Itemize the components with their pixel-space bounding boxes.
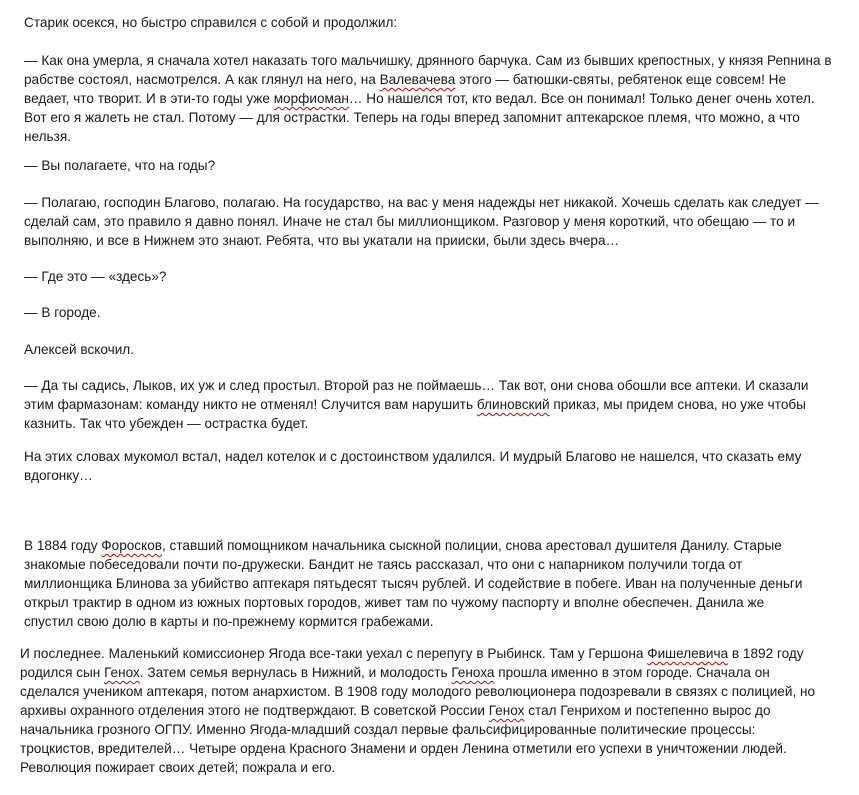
paragraph-10 xyxy=(24,536,814,631)
paragraph-9 xyxy=(24,447,834,485)
paragraph-1 xyxy=(24,13,834,32)
spellcheck-flagged-word: Генох xyxy=(104,665,140,680)
spellcheck-flagged-word: Форосков xyxy=(101,538,162,553)
paragraph-7 xyxy=(24,340,834,359)
spellcheck-flagged-word: Геноха xyxy=(451,665,495,680)
paragraph-text: В 1884 году xyxy=(24,538,102,553)
paragraph-text: — Полагаю, господин Благово, полагаю. На государство, на вас у меня надежды нет никакой. Хочешь сделать как следует — сделай сам, это правило я давно понял. Иначе не стал бы миллионщиком. Разговор у меня короткий, что обещаю — то и выполняю, и все в Нижнем это знают. Ребята, что вы укатали на прииски, были здесь вчера… xyxy=(24,195,819,248)
paragraph-text: этого — батюшки-святы, ребятенок еще совсем! Не ведает, что творит. И в эти-то годы уже xyxy=(24,72,786,106)
paragraph-text: — Да ты садись, Лыков, их уж и след простыл. Второй раз не поймаешь… Так вот, они снова обошли все аптеки. И сказали этим фармазонам: команду никто не отменял! Случится вам нарушить xyxy=(24,378,809,412)
paragraph-text: На этих словах мукомол встал, надел котелок и с достоинством удалился. И мудрый Благово не нашелся, что сказать ему вдогонку… xyxy=(24,449,802,483)
paragraph-text: — Где это — «здесь»? xyxy=(24,269,167,284)
spellcheck-flagged-word: морфиоман xyxy=(273,91,349,106)
paragraph-8 xyxy=(24,376,834,433)
paragraph-text: … Но нашелся тот, кто ведал. Все он понимал! Только денег очень хотел. Вот его я жалеть не стал. Потому — для острастки. Теперь на годы вперед запомнит аптекарское племя, что можно, а что нельзя. xyxy=(24,91,815,144)
paragraph-text: прошла именно в этом городе. Сначала он сделался учеником аптекаря, потом анархистом. В 1908 году молодого революционера подозревали в связях с полицией, но архивы охранного отделения этого не подтверждают. В советской России xyxy=(20,665,816,718)
paragraph-5 xyxy=(24,267,834,286)
paragraph-text: стал Генрихом и постепенно вырос до начальника грозного ОГПУ. Именно Ягода-младший создал первые фальсифицированные политические процессы: троцкистов, вредителей… Четыре ордена Красного Знамени и орден Ленина отметили его успехи в уничтожении людей. Революция пожирает своих детей; пожрала и его. xyxy=(20,703,787,775)
paragraph-text: Алексей вскочил. xyxy=(24,342,134,357)
spellcheck-flagged-word: Генох xyxy=(488,703,525,718)
spellcheck-flagged-word: блиновский xyxy=(476,397,550,412)
paragraph-text: приказ, мы придем снова, но уже чтобы казнить. Так что убежден — острастка будет. xyxy=(24,397,806,431)
paragraph-2 xyxy=(24,51,834,146)
paragraph-text: — Вы полагаете, что на годы? xyxy=(24,158,216,173)
spellcheck-flagged-word: Фишелевича xyxy=(647,646,729,661)
paragraph-text: , ставший помощником начальника сыскной полиции, снова арестовал душителя Данилу. Старые знакомые побеседовали почти по-дружески. Бандит не таясь рассказал, что они с напарником получили тогда от миллионщика Блинова за убийство аптекаря пятьдесят тысяч рублей. И содействие в побеге. Иван на полученные деньги открыл трактир в одном из южных портовых городов, живет там по чужому паспорту и вполне обеспечен. Данила же спустил свою долю в карты и по-прежнему кормится грабежами. xyxy=(24,538,803,629)
paragraph-text: — Как она умерла, я сначала хотел наказать того мальчишку, дрянного барчука. Сам из бывших крепостных, у князя Репнина в рабстве состоял, насмотрелся. А как глянул на него, на xyxy=(24,53,832,87)
paragraph-11 xyxy=(20,644,830,777)
paragraph-text: И последнее. Маленький комиссионер Ягода все-таки уехал с перепугу в Рыбинск. Там у Гершона xyxy=(20,646,648,661)
paragraph-6 xyxy=(24,303,834,322)
paragraph-text: Старик осекся, но быстро справился с собой и продолжил: xyxy=(24,15,398,30)
spellcheck-flagged-word: Валевачева xyxy=(379,72,456,87)
paragraph-text: . Затем семья вернулась в Нижний, и молодость xyxy=(139,665,452,680)
paragraph-3 xyxy=(24,156,834,175)
paragraph-4 xyxy=(24,193,834,250)
paragraph-text: — В городе. xyxy=(24,305,101,320)
paragraph-text: в 1892 году родился сын xyxy=(20,646,804,680)
